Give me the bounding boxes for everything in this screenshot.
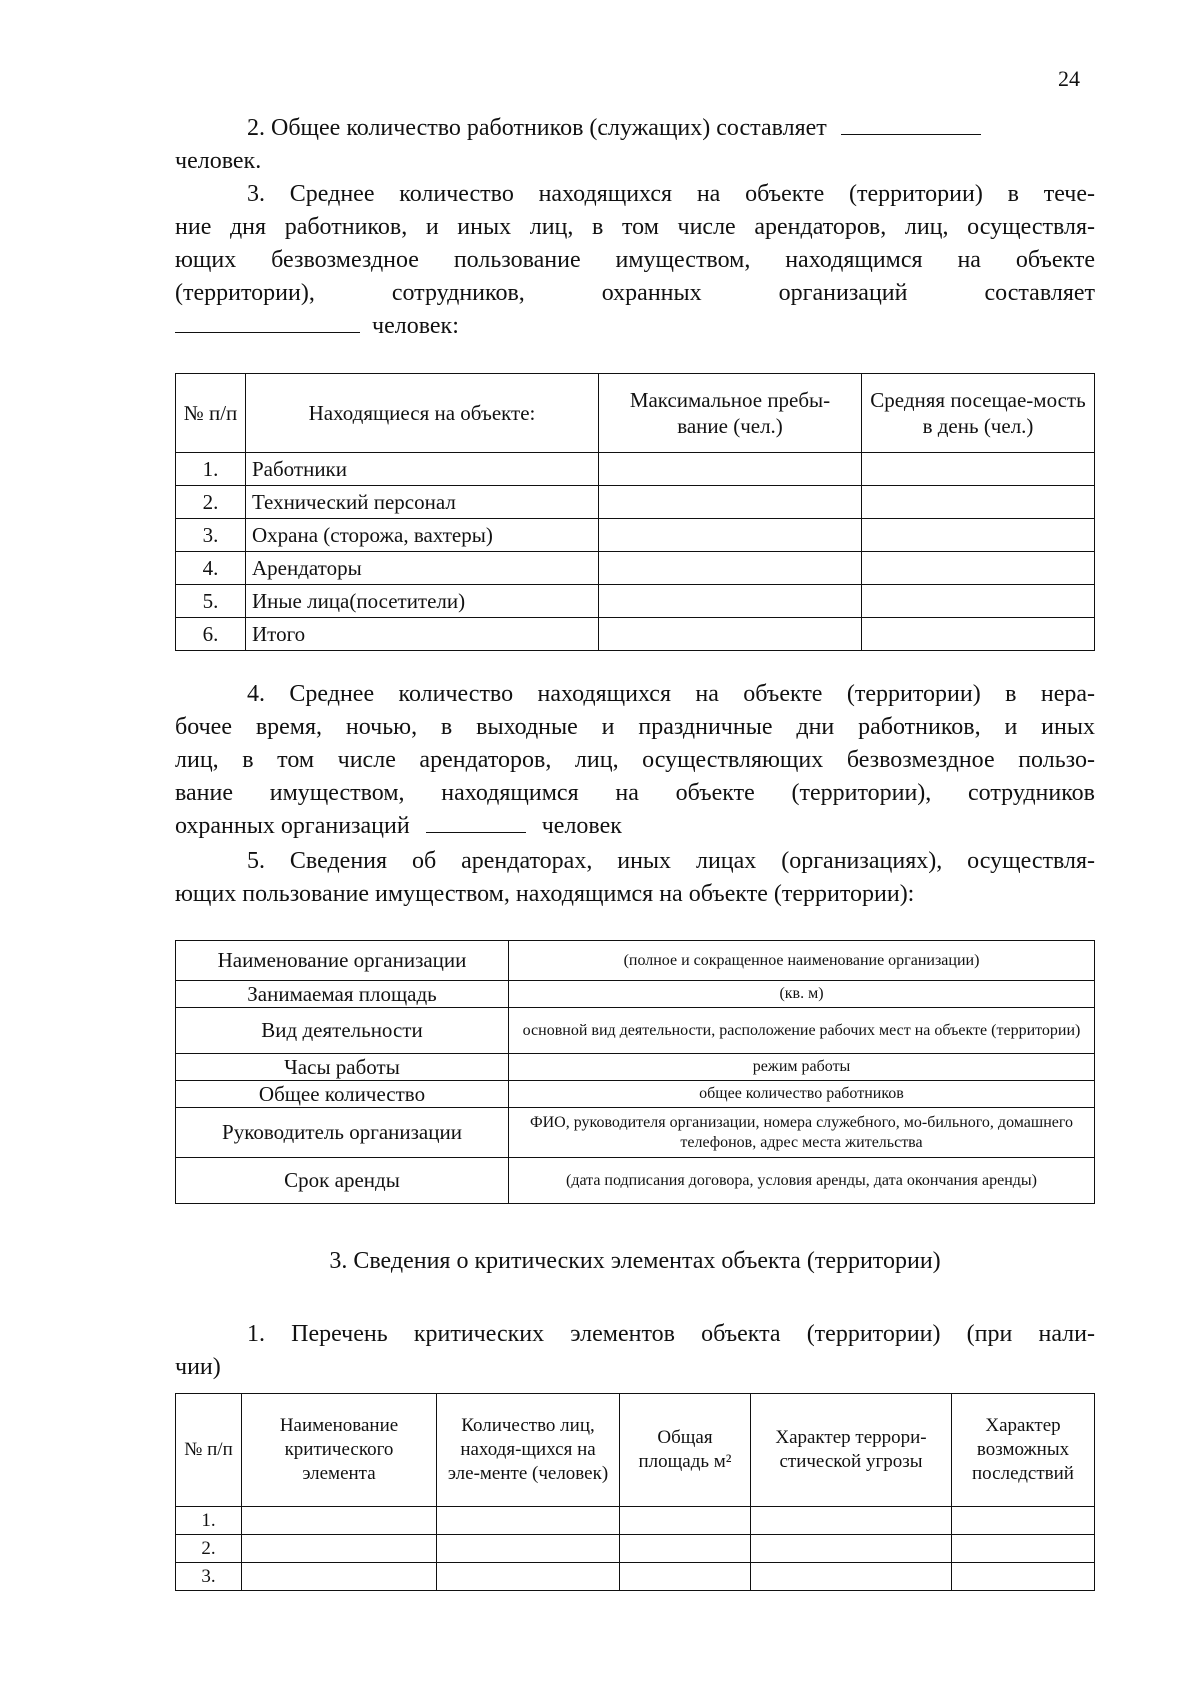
avg-attendance-cell[interactable] xyxy=(862,618,1095,651)
row-label: Наименование организации xyxy=(176,941,509,981)
col-threat-header: Характер террори-стической угрозы xyxy=(751,1394,952,1507)
avg-attendance-cell[interactable] xyxy=(862,585,1095,618)
paragraph-5 xyxy=(175,845,1095,911)
row-name: Охрана (сторожа, вахтеры) xyxy=(246,519,599,552)
page-number: 24 xyxy=(1058,66,1080,91)
area-cell[interactable] xyxy=(620,1535,751,1563)
row-number: 1. xyxy=(176,1507,242,1535)
row-number: 1. xyxy=(176,453,246,486)
row-name: Работники xyxy=(246,453,599,486)
row-hint[interactable]: основной вид деятельности, расположение рабочих мест на объекте (территории) xyxy=(509,1008,1095,1054)
row-label: Общее количество xyxy=(176,1081,509,1108)
element-name-cell[interactable] xyxy=(242,1507,437,1535)
col-consequences-header: Характер возможных последствий xyxy=(952,1394,1095,1507)
max-stay-cell[interactable] xyxy=(599,585,862,618)
threat-cell[interactable] xyxy=(751,1535,952,1563)
max-stay-cell[interactable] xyxy=(599,486,862,519)
paragraph-2-tail: человек. xyxy=(175,148,262,174)
paragraph-2 xyxy=(175,112,1095,178)
row-label: Руководитель организации xyxy=(176,1108,509,1158)
row-number: 4. xyxy=(176,552,246,585)
consequences-cell[interactable] xyxy=(952,1535,1095,1563)
section-3-paragraph-1-line-2: чии) xyxy=(175,1354,221,1380)
section-3-paragraph-1-line-1: 1. Перечень критических элементов объекта (территории) (при нали- xyxy=(247,1321,1095,1347)
max-stay-cell[interactable] xyxy=(599,618,862,651)
element-name-cell[interactable] xyxy=(242,1563,437,1591)
avg-attendance-cell[interactable] xyxy=(862,519,1095,552)
table-row xyxy=(176,941,1095,981)
table-row xyxy=(176,1008,1095,1054)
table-row xyxy=(176,552,1095,585)
max-stay-cell[interactable] xyxy=(599,453,862,486)
threat-cell[interactable] xyxy=(751,1507,952,1535)
area-cell[interactable] xyxy=(620,1507,751,1535)
table-row xyxy=(176,1158,1095,1204)
row-label: Срок аренды xyxy=(176,1158,509,1204)
col-persons-count-header: Количество лиц, находя-щихся на эле-менте (человек) xyxy=(437,1394,620,1507)
critical-elements-table xyxy=(175,1393,1095,1591)
col-max-stay-header: Максимальное пребы-вание (чел.) xyxy=(599,374,862,453)
paragraph-4-line-2: бочее время, ночью, в выходные и праздничные дни работников, и иных xyxy=(175,714,1095,740)
table-row xyxy=(176,1108,1095,1158)
paragraph-4 xyxy=(175,678,1095,843)
avg-attendance-cell[interactable] xyxy=(862,486,1095,519)
table-row xyxy=(176,981,1095,1008)
table-row xyxy=(176,1563,1095,1591)
row-name: Итого xyxy=(246,618,599,651)
table-row xyxy=(176,1507,1095,1535)
col-avg-attendance-header: Средняя посещае-мость в день (чел.) xyxy=(862,374,1095,453)
col-number-header: № п/п xyxy=(176,1394,242,1507)
row-label: Часы работы xyxy=(176,1054,509,1081)
row-number: 2. xyxy=(176,486,246,519)
paragraph-3-tail: человек: xyxy=(372,313,459,339)
col-present-header: Находящиеся на объекте: xyxy=(246,374,599,453)
paragraph-2-text: 2. Общее количество работников (служащих) составляет xyxy=(247,115,827,141)
row-number: 6. xyxy=(176,618,246,651)
persons-count-cell[interactable] xyxy=(437,1535,620,1563)
consequences-cell[interactable] xyxy=(952,1563,1095,1591)
paragraph-3 xyxy=(175,178,1095,343)
table-row xyxy=(176,618,1095,651)
paragraph-4-last: охранных организаций xyxy=(175,813,410,839)
paragraph-3-line-4: (территории), сотрудников, охранных организаций составляет xyxy=(175,280,1095,306)
element-name-cell[interactable] xyxy=(242,1535,437,1563)
occupancy-table xyxy=(175,373,1095,651)
section-3-heading: 3. Сведения о критических элементах объекта (территории) xyxy=(329,1248,941,1274)
row-number: 3. xyxy=(176,1563,242,1591)
row-hint[interactable]: (дата подписания договора, условия аренды, дата окончания аренды) xyxy=(509,1158,1095,1204)
paragraph-5-line-2: ющих пользование имуществом, находящимся на объекте (территории): xyxy=(175,881,915,907)
row-hint[interactable]: общее количество работников xyxy=(509,1081,1095,1108)
table-row xyxy=(176,486,1095,519)
section-3-paragraph-1 xyxy=(175,1318,1095,1384)
row-name: Арендаторы xyxy=(246,552,599,585)
tenants-table xyxy=(175,940,1095,1204)
table-row xyxy=(176,453,1095,486)
paragraph-4-line-3: лиц, в том числе арендаторов, лиц, осуществляющих безвозмездное пользо- xyxy=(175,747,1095,773)
paragraph-5-line-1: 5. Сведения об арендаторах, иных лицах (организациях), осуществля- xyxy=(247,848,1095,874)
row-hint[interactable]: ФИО, руководителя организации, номера служебного, мо-бильного, домашнего телефонов, адрес места жительства xyxy=(509,1108,1095,1158)
paragraph-4-line-4: вание имуществом, находящимся на объекте (территории), сотрудников xyxy=(175,780,1095,806)
employees-count-blank[interactable] xyxy=(841,112,981,135)
table-header-row xyxy=(176,1394,1095,1507)
table-header-row xyxy=(176,374,1095,453)
table-row xyxy=(176,519,1095,552)
row-name: Технический персонал xyxy=(246,486,599,519)
night-count-blank[interactable] xyxy=(426,810,526,833)
avg-attendance-cell[interactable] xyxy=(862,453,1095,486)
avg-attendance-cell[interactable] xyxy=(862,552,1095,585)
row-number: 5. xyxy=(176,585,246,618)
paragraph-3-line-1: 3. Среднее количество находящихся на объекте (территории) в тече- xyxy=(247,181,1095,207)
row-number: 2. xyxy=(176,1535,242,1563)
col-number-header: № п/п xyxy=(176,374,246,453)
row-label: Занимаемая площадь xyxy=(176,981,509,1008)
daytime-count-blank[interactable] xyxy=(175,310,360,333)
paragraph-4-line-1: 4. Среднее количество находящихся на объекте (территории) в нера- xyxy=(247,681,1095,707)
row-hint[interactable]: (полное и сокращенное наименование организации) xyxy=(509,941,1095,981)
persons-count-cell[interactable] xyxy=(437,1507,620,1535)
max-stay-cell[interactable] xyxy=(599,552,862,585)
col-element-name-header: Наименование критического элемента xyxy=(242,1394,437,1507)
row-hint[interactable]: (кв. м) xyxy=(509,981,1095,1008)
row-number: 3. xyxy=(176,519,246,552)
table-row xyxy=(176,1054,1095,1081)
row-name: Иные лица(посетители) xyxy=(246,585,599,618)
threat-cell[interactable] xyxy=(751,1563,952,1591)
row-hint[interactable]: режим работы xyxy=(509,1054,1095,1081)
col-area-header: Общая площадь м² xyxy=(620,1394,751,1507)
paragraph-3-line-3: ющих безвозмездное пользование имуществом, находящимся на объекте xyxy=(175,247,1095,273)
paragraph-3-line-2: ние дня работников, и иных лиц, в том числе арендаторов, лиц, осуществля- xyxy=(175,214,1095,240)
row-label: Вид деятельности xyxy=(176,1008,509,1054)
table-row xyxy=(176,1081,1095,1108)
table-row xyxy=(176,585,1095,618)
max-stay-cell[interactable] xyxy=(599,519,862,552)
paragraph-4-tail: человек xyxy=(541,813,622,839)
consequences-cell[interactable] xyxy=(952,1507,1095,1535)
table-row xyxy=(176,1535,1095,1563)
persons-count-cell[interactable] xyxy=(437,1563,620,1591)
area-cell[interactable] xyxy=(620,1563,751,1591)
